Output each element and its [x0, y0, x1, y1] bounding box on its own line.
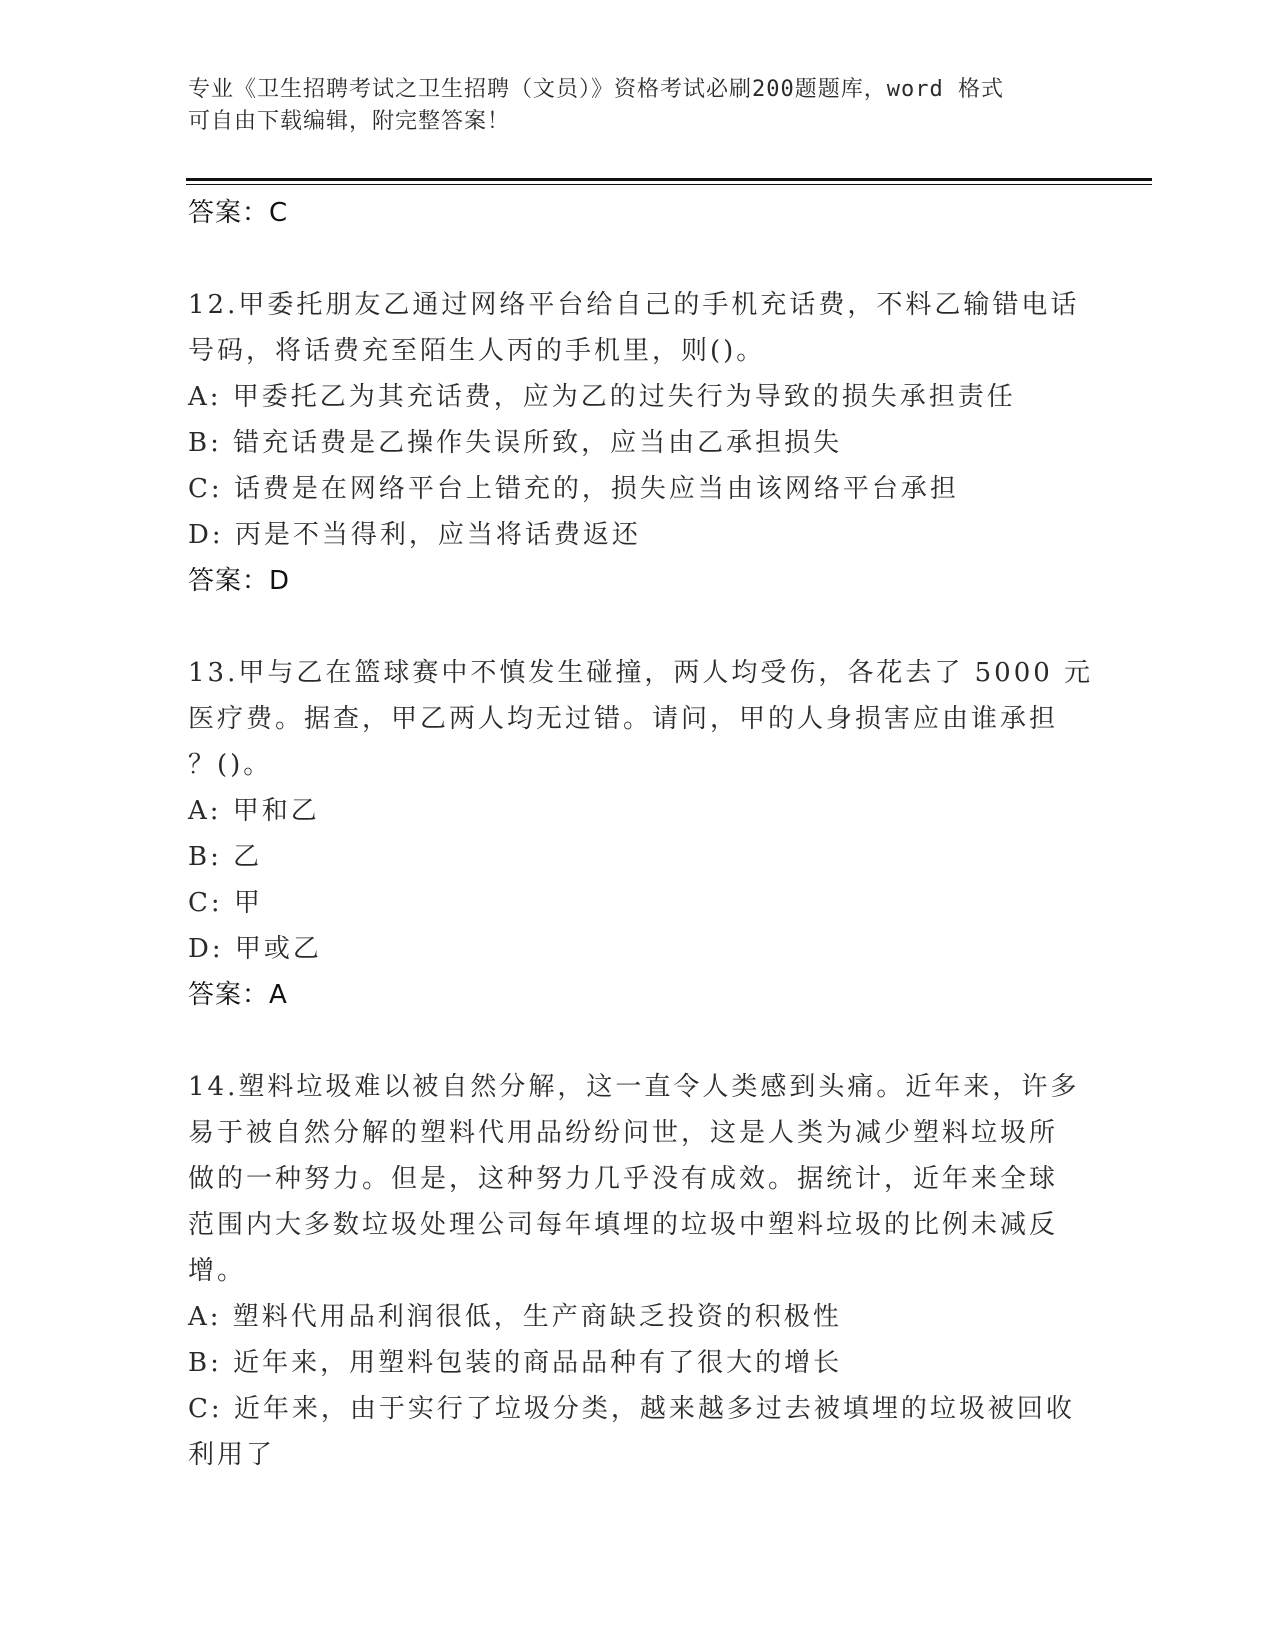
option-b: B: 错充话费是乙操作失误所致，应当由乙承担损失	[188, 428, 843, 458]
question-text-line: 号码，将话费充至陌生人丙的手机里，则()。	[188, 336, 766, 366]
question-13	[188, 650, 1094, 1018]
question-text-line: 范围内大多数垃圾处理公司每年填埋的垃圾中塑料垃圾的比例未减反	[188, 1210, 1059, 1240]
answer-line: 答案：C	[188, 198, 289, 228]
question-text-line: 医疗费。据查，甲乙两人均无过错。请问，甲的人身损害应由谁承担	[188, 704, 1059, 734]
question-text	[188, 1064, 1088, 1294]
answer-line: 答案：A	[188, 980, 288, 1010]
question-text-line: 14.塑料垃圾难以被自然分解，这一直令人类感到头痛。近年来，许多	[188, 1072, 1080, 1102]
option-a: A: 塑料代用品利润很低，生产商缺乏投资的积极性	[188, 1302, 842, 1332]
option-d: D: 甲或乙	[188, 934, 322, 964]
header-rule-thick	[186, 178, 1152, 181]
option-b: B: 近年来，用塑料包装的商品品种有了很大的增长	[188, 1348, 843, 1378]
question-text-line: 增。	[188, 1256, 247, 1286]
spacer	[188, 236, 1088, 282]
question-text-line: ？()。	[188, 750, 273, 780]
question-text-line: 易于被自然分解的塑料代用品纷纷问世，这是人类为减少塑料垃圾所	[188, 1118, 1059, 1148]
question-text	[188, 650, 1094, 788]
header-line-1: 专业《卫生招聘考试之卫生招聘（文员）》资格考试必刷200题题库，word 格式	[188, 77, 1004, 102]
option-c: C: 甲	[188, 888, 263, 918]
document-header	[188, 74, 1078, 138]
spacer	[188, 1018, 1088, 1064]
option-d: D: 丙是不当得利，应当将话费返还	[188, 520, 641, 550]
header-line-2: 可自由下载编辑，附完整答案！	[188, 109, 511, 134]
question-14	[188, 1064, 1088, 1478]
option-a: A: 甲和乙	[188, 796, 320, 826]
question-text	[188, 282, 1088, 374]
question-text-line: 12.甲委托朋友乙通过网络平台给自己的手机充话费，不料乙输错电话	[188, 290, 1080, 320]
question-content	[188, 190, 1094, 1478]
option-c-continued: 利用了	[188, 1440, 276, 1470]
header-rule-thin	[186, 184, 1152, 185]
question-text-line: 做的一种努力。但是，这种努力几乎没有成效。据统计，近年来全球	[188, 1164, 1059, 1194]
option-c: C: 近年来，由于实行了垃圾分类，越来越多过去被填埋的垃圾被回收	[188, 1394, 1075, 1424]
option-b: B: 乙	[188, 842, 263, 872]
answer-line: 答案：D	[188, 566, 291, 596]
spacer	[188, 604, 1088, 650]
question-text-line: 13.甲与乙在篮球赛中不慎发生碰撞，两人均受伤，各花去了 5000 元	[188, 658, 1094, 688]
option-c: C: 话费是在网络平台上错充的，损失应当由该网络平台承担	[188, 474, 959, 504]
option-a: A: 甲委托乙为其充话费，应为乙的过失行为导致的损失承担责任	[188, 382, 1016, 412]
question-12	[188, 282, 1088, 604]
